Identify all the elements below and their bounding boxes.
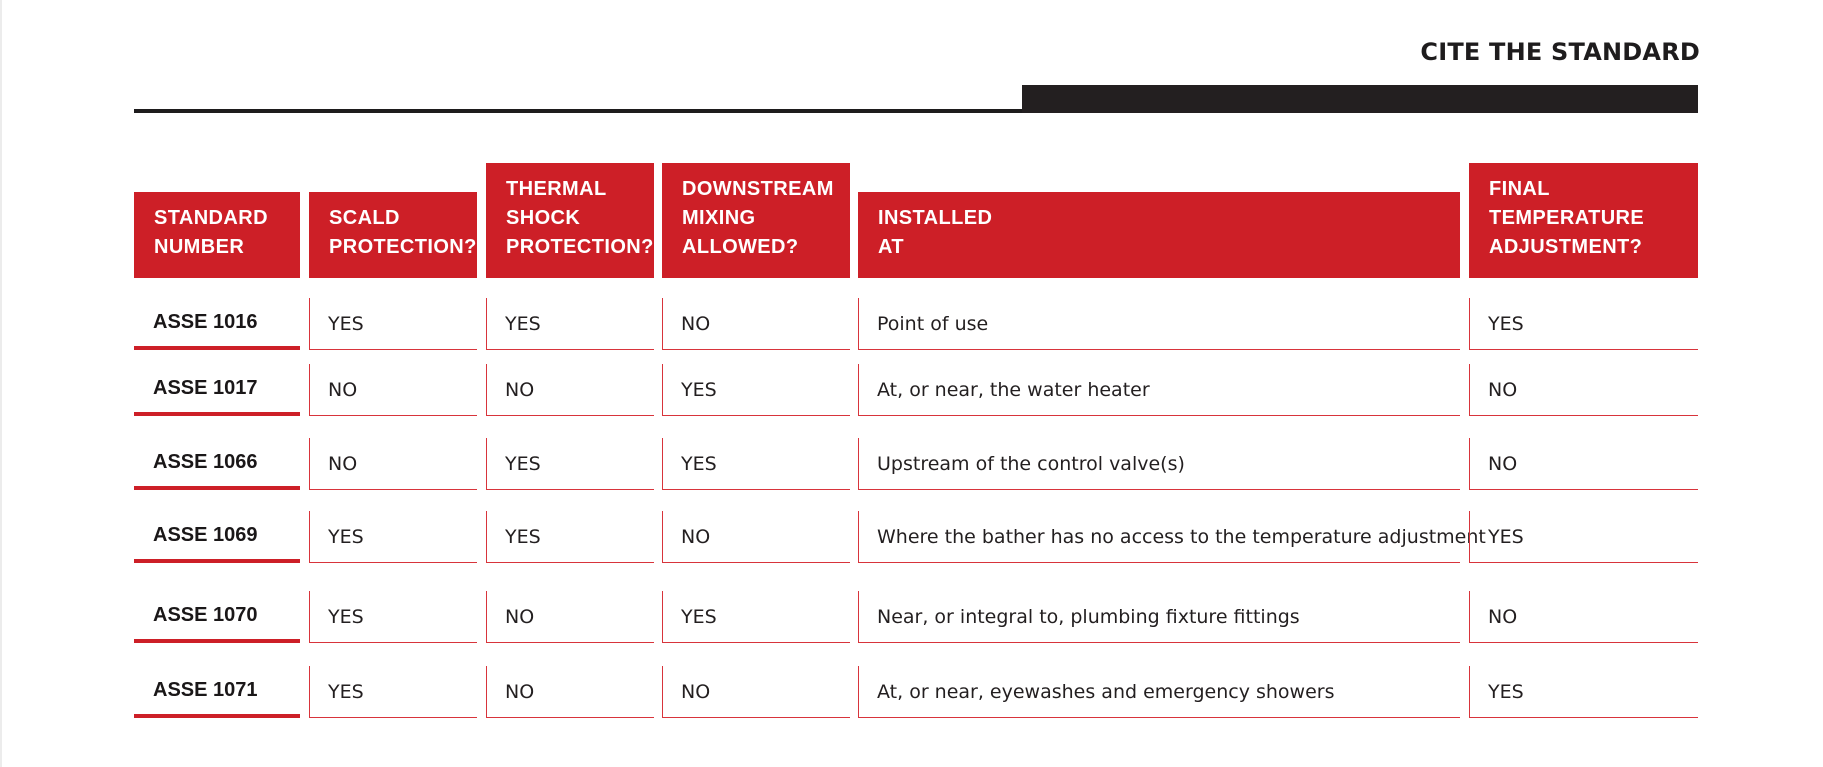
cell-downstream-mixing-allowed: NO <box>662 666 850 718</box>
header-line: ALLOWED? <box>682 236 799 258</box>
cell-installed-at: Where the bather has no access to the temperature adjustment <box>858 511 1460 563</box>
header-line: FINAL <box>1489 178 1550 200</box>
cell-standard-number: ASSE 1066 <box>134 438 300 490</box>
cell-installed-at: Upstream of the control valve(s) <box>858 438 1460 490</box>
header-downstream-mixing-allowed <box>662 163 850 278</box>
cell-final-temperature-adjustment: YES <box>1469 666 1698 718</box>
cell-scald-protection: YES <box>309 511 477 563</box>
header-line: NUMBER <box>154 236 245 258</box>
cell-thermal-shock-protection: NO <box>486 666 654 718</box>
cell-downstream-mixing-allowed: YES <box>662 591 850 643</box>
header-line: MIXING <box>682 207 756 229</box>
cell-installed-at: Near, or integral to, plumbing fixture fittings <box>858 591 1460 643</box>
cell-installed-at: At, or near, the water heater <box>858 364 1460 416</box>
cell-thermal-shock-protection: YES <box>486 438 654 490</box>
cell-downstream-mixing-allowed: NO <box>662 511 850 563</box>
cell-standard-number: ASSE 1016 <box>134 298 300 350</box>
cell-thermal-shock-protection: NO <box>486 591 654 643</box>
cell-final-temperature-adjustment: YES <box>1469 298 1698 350</box>
cell-final-temperature-adjustment: NO <box>1469 364 1698 416</box>
header-final-temperature-adjustment <box>1469 163 1698 278</box>
cell-scald-protection: NO <box>309 438 477 490</box>
header-line: ADJUSTMENT? <box>1489 236 1643 258</box>
header-line: TEMPERATURE <box>1489 207 1645 229</box>
header-line: STANDARD <box>154 207 268 229</box>
cell-scald-protection: YES <box>309 666 477 718</box>
header-line: PROTECTION? <box>506 236 654 258</box>
title-rule-thick <box>1022 85 1698 113</box>
page-title: CITE THE STANDARD <box>1420 38 1700 66</box>
cell-final-temperature-adjustment: NO <box>1469 591 1698 643</box>
cell-downstream-mixing-allowed: YES <box>662 438 850 490</box>
header-standard-number <box>134 192 300 278</box>
cell-scald-protection: YES <box>309 298 477 350</box>
header-line: SHOCK <box>506 207 581 229</box>
header-line: THERMAL <box>506 178 607 200</box>
cell-scald-protection: NO <box>309 364 477 416</box>
header-line: DOWNSTREAM <box>682 178 834 200</box>
page-edge <box>0 0 2 767</box>
cell-final-temperature-adjustment: NO <box>1469 438 1698 490</box>
header-line: INSTALLED <box>878 207 993 229</box>
cell-standard-number: ASSE 1069 <box>134 511 300 563</box>
header-line: PROTECTION? <box>329 236 477 258</box>
cell-standard-number: ASSE 1017 <box>134 364 300 416</box>
cell-thermal-shock-protection: NO <box>486 364 654 416</box>
header-installed-at <box>858 192 1460 278</box>
cell-scald-protection: YES <box>309 591 477 643</box>
header-thermal-shock-protection <box>486 163 654 278</box>
cell-standard-number: ASSE 1070 <box>134 591 300 643</box>
cell-final-temperature-adjustment: YES <box>1469 511 1698 563</box>
header-scald-protection <box>309 192 477 278</box>
title-rule-thin <box>134 109 1024 113</box>
cell-thermal-shock-protection: YES <box>486 298 654 350</box>
cell-installed-at: At, or near, eyewashes and emergency showers <box>858 666 1460 718</box>
cell-downstream-mixing-allowed: NO <box>662 298 850 350</box>
header-line: SCALD <box>329 207 400 229</box>
header-line: AT <box>878 236 904 258</box>
cell-installed-at: Point of use <box>858 298 1460 350</box>
cell-thermal-shock-protection: YES <box>486 511 654 563</box>
cell-downstream-mixing-allowed: YES <box>662 364 850 416</box>
cell-standard-number: ASSE 1071 <box>134 666 300 718</box>
